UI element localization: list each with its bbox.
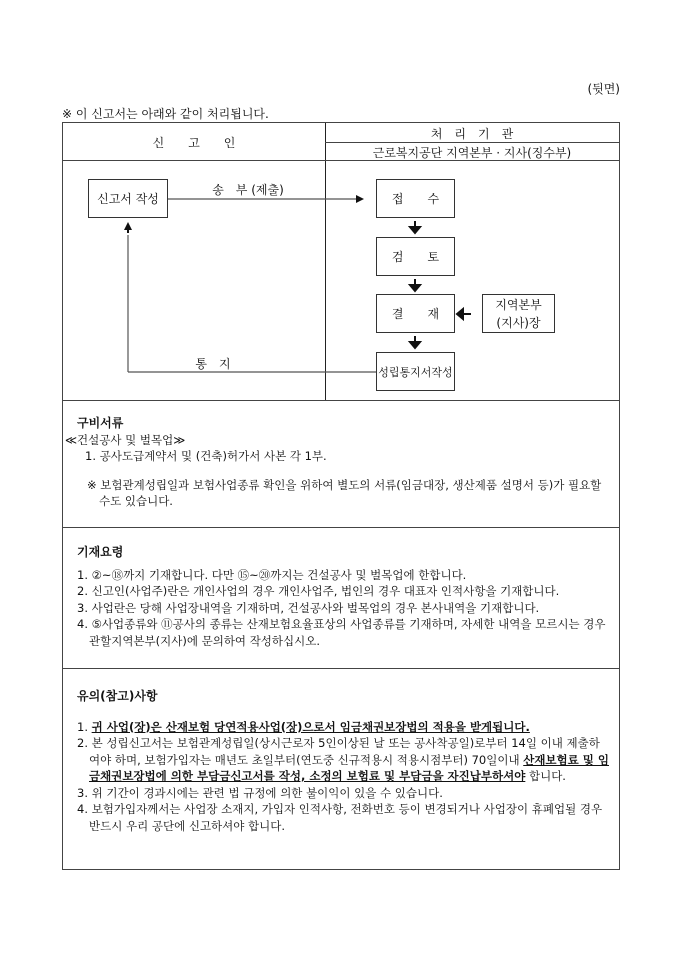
notes-item-emphasis: 귀 사업(장)은 산재보험 당연적용사업(장)으로서 임금채권보장법의 적용을 받게됩니다. bbox=[91, 719, 530, 734]
process-table bbox=[62, 122, 620, 870]
applicant-header: 신 고 인 bbox=[152, 136, 236, 150]
arrow-down-icon bbox=[410, 342, 420, 348]
divider bbox=[63, 400, 619, 401]
guide-section bbox=[71, 544, 609, 649]
required-docs-section bbox=[65, 415, 609, 510]
step-receive: 접 수 bbox=[376, 179, 455, 218]
step-review: 검 토 bbox=[376, 237, 455, 276]
docs-category: ≪건설공사 및 벌목업≫ bbox=[65, 432, 186, 447]
arrow-down-icon bbox=[410, 227, 420, 233]
processor-subheader: 근로복지공단 지역본부 · 지사(징수부) bbox=[372, 146, 572, 160]
notes-item-text: 2. 본 성립신고서는 보험관계성립일(상시근로자 5인이상된 날 또는 공사착공일)로부터 14일 이내 제출하여야 하며, 보험가입자는 매년도 초일부터(연도중 신규적용시 적용시점부터) 70일이내 bbox=[77, 736, 600, 767]
step-approve: 결 재 bbox=[376, 294, 455, 333]
step-write-form: 신고서 작성 bbox=[88, 179, 168, 218]
docs-item: 1. 공사도급계약서 및 (건축)허가서 사본 각 1부. bbox=[85, 449, 327, 463]
guide-item: 1. ②~⑱까지 기재합니다. 다만 ⑮~⑳까지는 건설공사 및 벌목업에 한합니다. bbox=[77, 567, 467, 582]
flow-arrows bbox=[63, 123, 621, 403]
notes-section bbox=[71, 688, 609, 834]
notes-item: 3. 위 기간이 경과시에는 관련 법 규정에 의한 불이익이 있을 수 있습니다. bbox=[77, 785, 443, 800]
guide-item: 4. ⑤사업종류와 ⑪공사의 종류는 산재보험요율표상의 사업종류를 기재하며, 자세한 내역을 모르시는 경우 관할지역본부(지사)에 문의하여 작성하십시오. bbox=[77, 617, 606, 648]
notify-label: 통 지 bbox=[195, 357, 231, 371]
notes-item bbox=[71, 735, 609, 785]
arrow-left-icon bbox=[457, 309, 463, 319]
notes-item-emphasis: 산재보험료 및 임금채권보장법에 의한 부담금신고서를 작성, 소정의 보험료 및 부담금을 자진납부하셔야 bbox=[89, 752, 609, 783]
divider bbox=[63, 527, 619, 528]
docs-note: ※ 보험관계성립일과 보험사업종류 확인을 위하여 별도의 서류(임금대장, 생산제품 설명서 등)가 필요할 수도 있습니다. bbox=[87, 477, 602, 508]
intro-note: ※ 이 신고서는 아래와 같이 처리됩니다. bbox=[62, 107, 269, 121]
notes-item bbox=[71, 719, 609, 736]
regional-head-box: 지역본부 (지사)장 bbox=[482, 294, 555, 333]
arrow-down-icon bbox=[410, 285, 420, 291]
page-side-label: (뒷면) bbox=[587, 82, 620, 96]
guide-item: 3. 사업란은 당해 사업장내역을 기재하며, 건설공사와 벌목업의 경우 본사내역을 기재합니다. bbox=[77, 600, 540, 615]
send-label: 송 부 (제출) bbox=[212, 183, 284, 197]
guide-title: 기재요령 bbox=[77, 545, 124, 559]
notes-item: 4. 보험가입자께서는 사업장 소재지, 가입자 인적사항, 전화번호 등이 변경되거나 사업장이 휴폐업될 경우 반드시 우리 공단에 신고하셔야 합니다. bbox=[77, 802, 603, 833]
guide-item: 2. 신고인(사업주)란은 개인사업의 경우 개인사업주, 법인의 경우 대표자 인적사항을 기재합니다. bbox=[77, 584, 560, 598]
notes-title: 유의(참고)사항 bbox=[77, 689, 158, 703]
notes-item-number: 1. bbox=[77, 719, 92, 734]
divider bbox=[63, 668, 619, 669]
required-docs-title: 구비서류 bbox=[77, 416, 124, 430]
notes-item-text: 합니다. bbox=[525, 769, 566, 783]
processor-header: 처 리 기 관 bbox=[430, 127, 514, 141]
arrow-right-icon bbox=[356, 195, 364, 203]
step-issue-notice: 성립통지서작성 bbox=[376, 352, 455, 391]
